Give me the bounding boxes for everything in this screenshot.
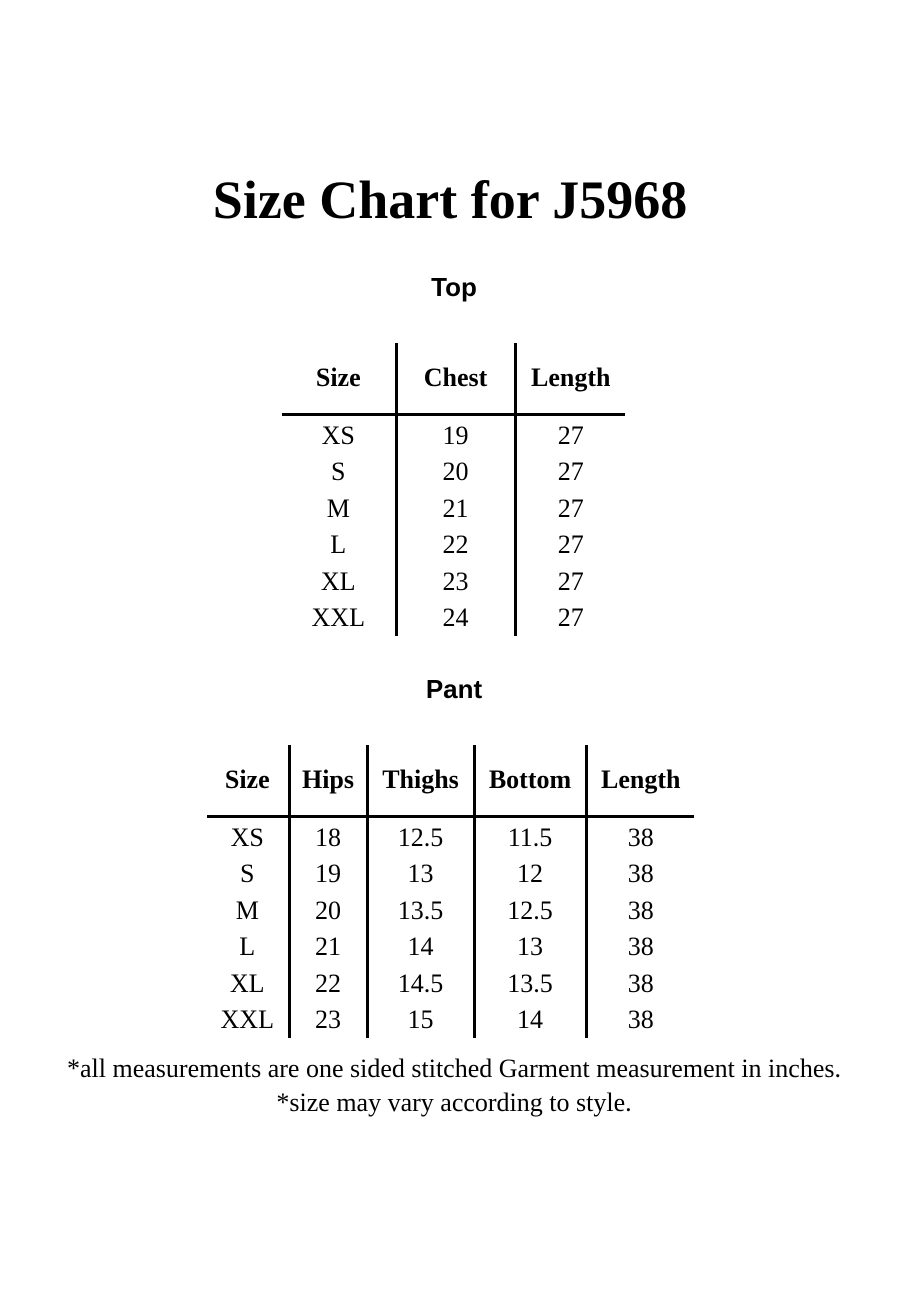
cell-size: XL: [229, 968, 265, 998]
cell-thighs: 14: [367, 929, 474, 965]
pant-size-table: [207, 745, 694, 1038]
column-header-size: Size: [207, 745, 289, 817]
column-header-hips: Hips: [289, 745, 367, 817]
cell-length: 38: [586, 856, 694, 892]
cell-size: XL: [320, 566, 356, 596]
cell-length: 38: [586, 817, 694, 857]
cell-length: 27: [515, 527, 625, 563]
column-header-bottom: Bottom: [474, 745, 586, 817]
cell-hips: 22: [289, 966, 367, 1002]
cell-length: 27: [515, 564, 625, 600]
cell-length: 38: [586, 929, 694, 965]
cell-length: 38: [586, 893, 694, 929]
table-row: [282, 454, 625, 490]
cell-length: 27: [515, 415, 625, 455]
top-size-table: [282, 343, 625, 636]
table-row: [207, 929, 694, 965]
table-row: [282, 415, 625, 455]
cell-size: L: [239, 932, 256, 962]
cell-hips: 20: [289, 893, 367, 929]
page-title: Size Chart for J5968: [212, 170, 688, 230]
table-row: [282, 491, 625, 527]
table-row: [207, 893, 694, 929]
cell-size: XS: [321, 421, 355, 450]
cell-hips: 23: [289, 1002, 367, 1038]
cell-bottom: 11.5: [474, 817, 586, 857]
measurement-note: *all measurements are one sided stitched Garment measurement in inches.: [67, 1054, 841, 1083]
cell-thighs: 14.5: [367, 966, 474, 1002]
cell-length: 38: [586, 966, 694, 1002]
cell-bottom: 12.5: [474, 893, 586, 929]
cell-size: XXL: [311, 603, 365, 633]
top-section-heading: Top: [431, 272, 477, 302]
cell-bottom: 13: [474, 929, 586, 965]
cell-thighs: 13.5: [367, 893, 474, 929]
cell-size: S: [240, 859, 255, 889]
cell-size: XS: [230, 823, 264, 852]
cell-size: S: [331, 457, 346, 487]
column-header-length: Length: [586, 745, 694, 817]
cell-chest: 20: [396, 454, 515, 490]
table-row: [207, 1002, 694, 1038]
table-row: [207, 966, 694, 1002]
column-header-length: Length: [515, 343, 625, 415]
table-row: [282, 527, 625, 563]
cell-length: 27: [515, 491, 625, 527]
cell-hips: 21: [289, 929, 367, 965]
cell-thighs: 13: [367, 856, 474, 892]
cell-thighs: 15: [367, 1002, 474, 1038]
cell-chest: 21: [396, 491, 515, 527]
column-header-chest: Chest: [396, 343, 515, 415]
cell-size: L: [330, 530, 347, 560]
cell-bottom: 14: [474, 1002, 586, 1038]
table-header-row: [207, 745, 694, 817]
cell-thighs: 12.5: [367, 817, 474, 857]
table-row: [282, 564, 625, 600]
table-header-row: [282, 343, 625, 415]
table-row: [207, 817, 694, 857]
cell-length: 27: [515, 454, 625, 490]
cell-hips: 18: [289, 817, 367, 857]
table-row: [282, 600, 625, 636]
column-header-thighs: Thighs: [367, 745, 474, 817]
cell-length: 38: [586, 1002, 694, 1038]
cell-chest: 22: [396, 527, 515, 563]
cell-size: M: [235, 895, 259, 925]
size-variation-note: *size may vary according to style.: [276, 1088, 632, 1117]
table-row: [207, 856, 694, 892]
cell-chest: 19: [396, 415, 515, 455]
cell-hips: 19: [289, 856, 367, 892]
cell-chest: 24: [396, 600, 515, 636]
cell-size: XXL: [220, 1005, 274, 1035]
cell-size: M: [326, 493, 350, 523]
cell-chest: 23: [396, 564, 515, 600]
column-header-size: Size: [282, 343, 396, 415]
cell-bottom: 12: [474, 856, 586, 892]
cell-bottom: 13.5: [474, 966, 586, 1002]
pant-section-heading: Pant: [425, 674, 483, 704]
cell-length: 27: [515, 600, 625, 636]
